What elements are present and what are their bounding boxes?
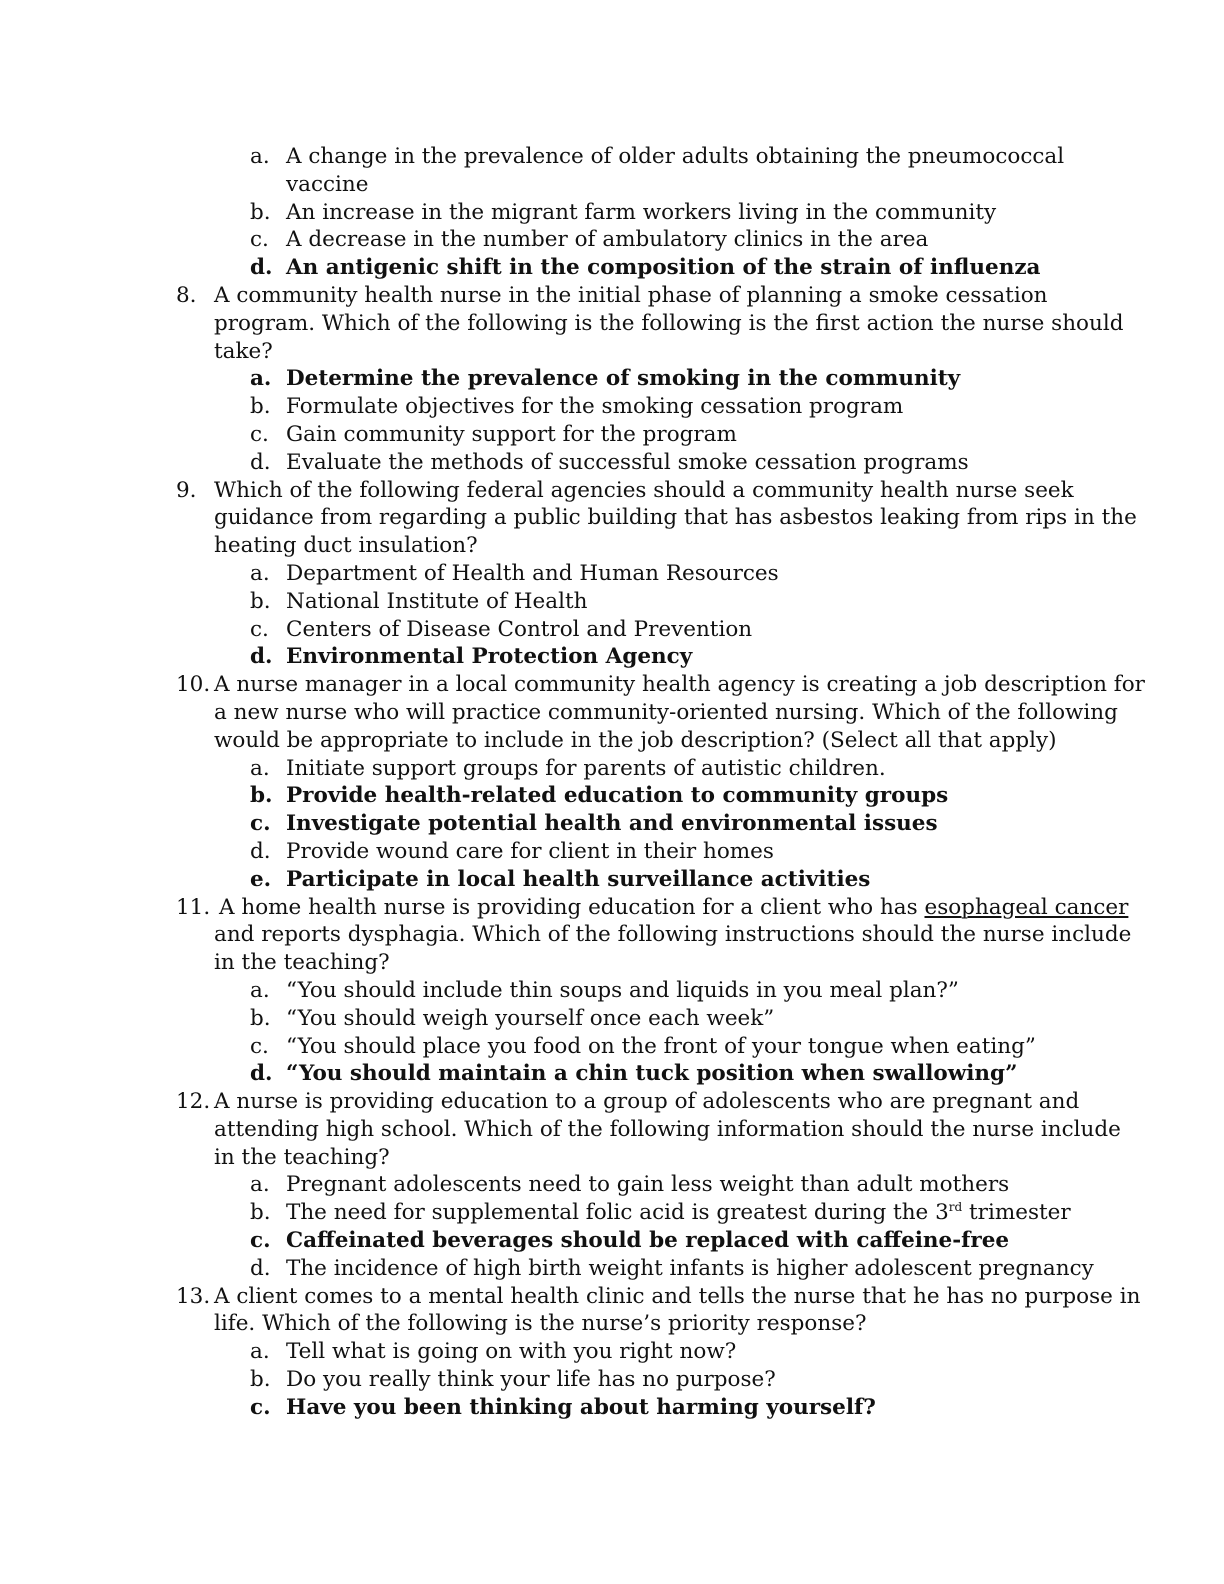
question-number: 9. — [176, 477, 197, 503]
q10-stem-line — [0, 671, 1224, 699]
question-number: 11. — [176, 894, 211, 920]
q7-option-a — [0, 143, 1224, 171]
q10-option-c-answer — [0, 810, 1224, 838]
question-text: in the teaching? — [214, 1144, 390, 1170]
question-text — [219, 894, 1128, 922]
option-letter: b. — [250, 199, 271, 225]
option-text: Initiate support groups for parents of autistic children. — [286, 755, 886, 781]
q11-option-c — [0, 1033, 1224, 1061]
q12-option-a — [0, 1171, 1224, 1199]
option-letter: d. — [250, 1255, 271, 1281]
option-text: Tell what is going on with you right now? — [286, 1339, 737, 1365]
question-text: A client comes to a mental health clinic and tells the nurse that he has no purpose in — [214, 1283, 1141, 1309]
option-letter: b. — [250, 1005, 271, 1031]
question-text: and reports dysphagia. Which of the following instructions should the nurse include — [214, 922, 1132, 948]
question-text: Which of the following federal agencies should a community health nurse seek — [214, 477, 1074, 503]
q9-option-d-answer — [0, 643, 1224, 671]
q13-option-b — [0, 1366, 1224, 1394]
q11-option-a — [0, 977, 1224, 1005]
option-letter: a. — [250, 366, 272, 392]
option-letter: a. — [250, 144, 270, 169]
option-text: Centers of Disease Control and Prevention — [286, 616, 753, 642]
q13-option-c-answer — [0, 1394, 1224, 1422]
q8-option-b — [0, 393, 1224, 421]
q8-stem-line — [0, 310, 1224, 338]
option-text: An antigenic shift in the composition of the strain of influenza — [286, 255, 1041, 281]
option-letter: d. — [250, 449, 271, 475]
question-text: heating duct insulation? — [214, 533, 478, 559]
option-letter: c. — [250, 1033, 269, 1059]
question-text: A nurse is providing education to a group of adolescents who are pregnant and — [214, 1089, 1080, 1115]
option-letter: e. — [250, 866, 272, 892]
option-letter: d. — [250, 1061, 273, 1087]
question-text: A nurse manager in a local community health agency is creating a job description for — [214, 672, 1145, 698]
document-page — [0, 143, 1224, 1422]
q8-option-a-answer — [0, 365, 1224, 393]
option-text: The incidence of high birth weight infants is higher adolescent pregnancy — [286, 1255, 1094, 1281]
option-letter: b. — [250, 1367, 271, 1393]
q11-option-b — [0, 1005, 1224, 1033]
q12-stem-line — [0, 1116, 1224, 1144]
option-text: Participate in local health surveillance activities — [286, 866, 871, 892]
option-text: Determine the prevalence of smoking in the community — [286, 366, 961, 392]
option-text: Evaluate the methods of successful smoke cessation programs — [286, 449, 969, 475]
q9-stem-line — [0, 504, 1224, 532]
option-letter: c. — [250, 616, 269, 642]
question-text: A community health nurse in the initial phase of planning a smoke cessation — [214, 282, 1048, 308]
option-letter: c. — [250, 811, 271, 837]
option-text: Formulate objectives for the smoking cessation program — [286, 394, 904, 420]
option-text: Provide health-related education to community groups — [286, 783, 949, 809]
option-letter: b. — [250, 783, 273, 809]
option-letter: b. — [250, 1200, 271, 1226]
option-text: A change in the prevalence of older adults obtaining the pneumococcal — [286, 144, 1065, 169]
q8-stem-line — [0, 338, 1224, 366]
option-letter: d. — [250, 838, 271, 864]
q12-option-d — [0, 1255, 1224, 1283]
q11-option-d-answer — [0, 1060, 1224, 1088]
question-text-segment: A home health nurse is providing education for a client who has — [219, 894, 925, 920]
option-text-segment: trimester — [962, 1200, 1071, 1226]
option-text: “You should include thin soups and liquids in you meal plan?” — [286, 977, 959, 1003]
q12-stem-line — [0, 1088, 1224, 1116]
option-letter: a. — [250, 977, 270, 1003]
question-text: life. Which of the following is the nurse’s priority response? — [214, 1311, 867, 1337]
q11-stem-line — [0, 921, 1224, 949]
q9-option-a — [0, 560, 1224, 588]
option-text: Provide wound care for client in their homes — [286, 838, 774, 864]
question-number: 10. — [176, 672, 211, 698]
option-text: Do you really think your life has no purpose? — [286, 1367, 776, 1393]
question-text: guidance from regarding a public building that has asbestos leaking from rips in the — [214, 505, 1137, 531]
q12-option-c-answer — [0, 1227, 1224, 1255]
option-letter: a. — [250, 1339, 270, 1365]
q12-option-b — [0, 1199, 1224, 1227]
q7-option-c — [0, 226, 1224, 254]
option-text: Pregnant adolescents need to gain less weight than adult mothers — [286, 1172, 1010, 1198]
q8-option-d — [0, 449, 1224, 477]
q9-option-c — [0, 616, 1224, 644]
option-text: “You should place you food on the front of your tongue when eating” — [286, 1033, 1036, 1059]
option-letter: b. — [250, 588, 271, 614]
q9-stem-line — [0, 532, 1224, 560]
q9-option-b — [0, 588, 1224, 616]
question-text: a new nurse who will practice community-oriented nursing. Which of the following — [214, 699, 1118, 725]
q10-stem-line — [0, 699, 1224, 727]
question-text: take? — [214, 338, 273, 364]
q7-option-a-continued — [0, 171, 1224, 199]
option-text: vaccine — [286, 171, 369, 197]
question-text: in the teaching? — [214, 950, 390, 976]
q9-stem-line — [0, 477, 1224, 505]
option-letter: c. — [250, 1394, 271, 1420]
option-text: “You should weigh yourself once each week” — [286, 1005, 775, 1031]
option-letter: d. — [250, 644, 273, 670]
option-text: Department of Health and Human Resources — [286, 560, 779, 586]
option-text: Caffeinated beverages should be replaced with caffeine-free — [286, 1228, 1010, 1254]
option-text-segment: The need for supplemental folic acid is greatest during the 3 — [286, 1200, 949, 1226]
option-text: A decrease in the number of ambulatory clinics in the area — [286, 227, 929, 253]
q10-option-e-answer — [0, 866, 1224, 894]
question-text: attending high school. Which of the following information should the nurse include — [214, 1116, 1121, 1142]
question-number: 13. — [176, 1283, 211, 1309]
option-letter: c. — [250, 227, 269, 253]
option-letter: c. — [250, 1228, 271, 1254]
option-text: An increase in the migrant farm workers living in the community — [286, 199, 997, 225]
q10-stem-line — [0, 727, 1224, 755]
option-text: Gain community support for the program — [286, 421, 737, 447]
option-letter: a. — [250, 560, 270, 586]
question-text: would be appropriate to include in the job description? (Select all that apply) — [214, 727, 1057, 753]
q10-option-a — [0, 755, 1224, 783]
q8-stem-line — [0, 282, 1224, 310]
option-text: Investigate potential health and environmental issues — [286, 811, 938, 837]
q11-stem-line — [0, 894, 1224, 922]
option-letter: c. — [250, 421, 269, 447]
option-text: Have you been thinking about harming yourself? — [286, 1394, 876, 1420]
q13-stem-line — [0, 1310, 1224, 1338]
q7-option-b — [0, 199, 1224, 227]
q13-option-a — [0, 1338, 1224, 1366]
option-letter: a. — [250, 755, 270, 781]
option-text — [286, 1199, 1071, 1227]
ordinal-superscript: rd — [948, 1200, 963, 1215]
q8-option-c — [0, 421, 1224, 449]
option-letter: a. — [250, 1172, 270, 1198]
question-text: program. Which of the following is the following is the first action the nurse should — [214, 310, 1124, 336]
underlined-term-link[interactable]: esophageal cancer — [924, 894, 1129, 920]
option-letter: b. — [250, 394, 271, 420]
question-number: 12. — [176, 1089, 211, 1115]
q13-stem-line — [0, 1283, 1224, 1311]
option-text: “You should maintain a chin tuck position when swallowing” — [286, 1061, 1018, 1087]
q7-option-d-answer — [0, 254, 1224, 282]
question-number: 8. — [176, 282, 197, 308]
option-letter: d. — [250, 255, 273, 281]
q10-option-d — [0, 838, 1224, 866]
q11-stem-line — [0, 949, 1224, 977]
q10-option-b-answer — [0, 782, 1224, 810]
option-text: National Institute of Health — [286, 588, 588, 614]
q12-stem-line — [0, 1144, 1224, 1172]
option-text: Environmental Protection Agency — [286, 644, 693, 670]
